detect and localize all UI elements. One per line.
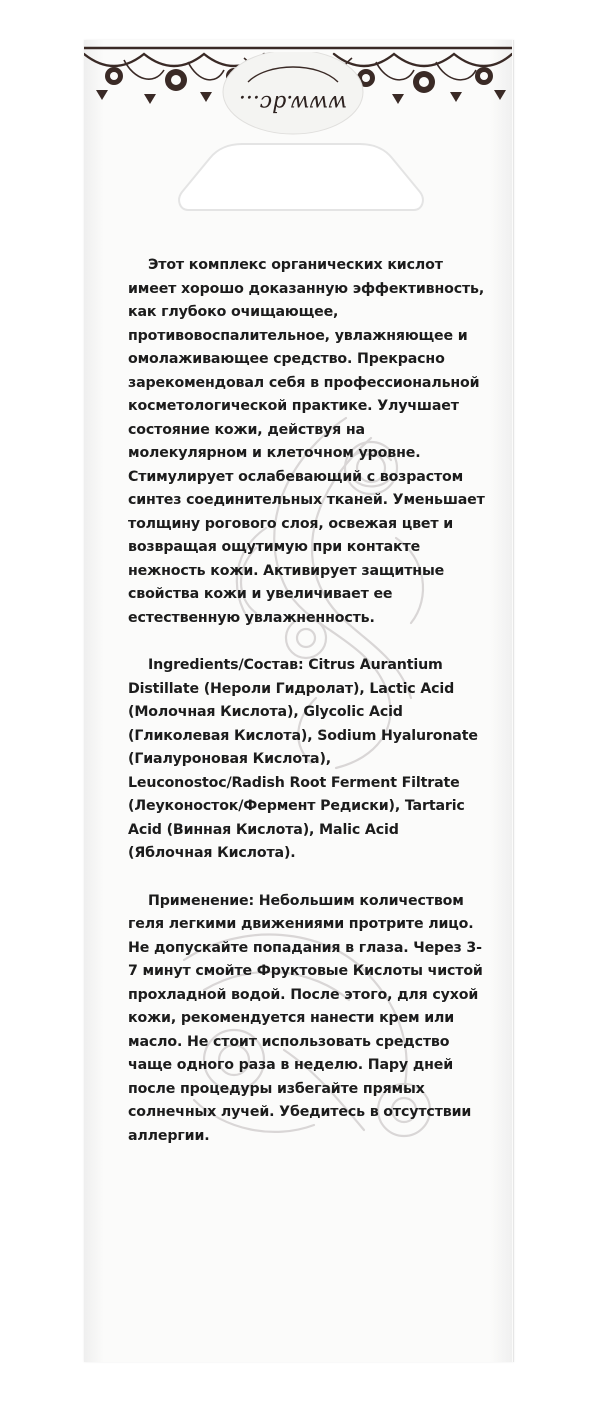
ingredients-paragraph: Ingredients/Состав: Citrus Aurantium Distillate (Нероли Гидролат), Lactic Acid (Молочная Кислота), Glycolic Acid (Гликолевая Кислота), Sodium Hyaluronate (Гиалуроновая Кислота), Leuconostoc/Radish Root Ferment Filtrate (Леуконосток/Фермент Редиски), Tartaric Acid (Винная Кислота), Malic Acid (Яблочная Кислота). [128, 657, 478, 861]
box-left-fold [84, 40, 104, 1362]
hang-hole [170, 140, 432, 222]
description-paragraph: Этот комплекс органических кислот имеет хорошо доказанную эффективность, как глубоко очищающее, противовоспалительное, увлажняющее и омолаживающее средство. Прекрасно зарекомендовал себя в профессиональной косметологической практике. Улучшает состояние кожи, действуя на молекулярном и клеточном уровне. Стимулирует ослабевающий с возрастом синтез соединительных тканей. Уменьшает толщину рогового слоя, освежая цвет и возвращая ощутимую при контакте нежность кожи. Активирует защитные свойства кожи и увеличивает ее естественную увлажненность. [128, 257, 485, 626]
box-right-fold [490, 40, 512, 1362]
brand-seal [218, 52, 368, 140]
product-text [128, 254, 486, 1148]
usage-paragraph: Применение: Небольшим количеством геля легкими движениями протрите лицо. Не допускайте попадания в глаза. Через 3-7 минут смойте Фруктовые Кислоты чистой прохладной водой. После этого, для сухой кожи, рекомендуется нанести крем или масло. Не стоит использовать средство чаще одного раза в неделю. Пару дней после процедуры избегайте прямых солнечных лучей. Убедитесь в отсутствии аллергии. [128, 892, 483, 1144]
seal-logo-text: www.dc... [238, 90, 348, 115]
